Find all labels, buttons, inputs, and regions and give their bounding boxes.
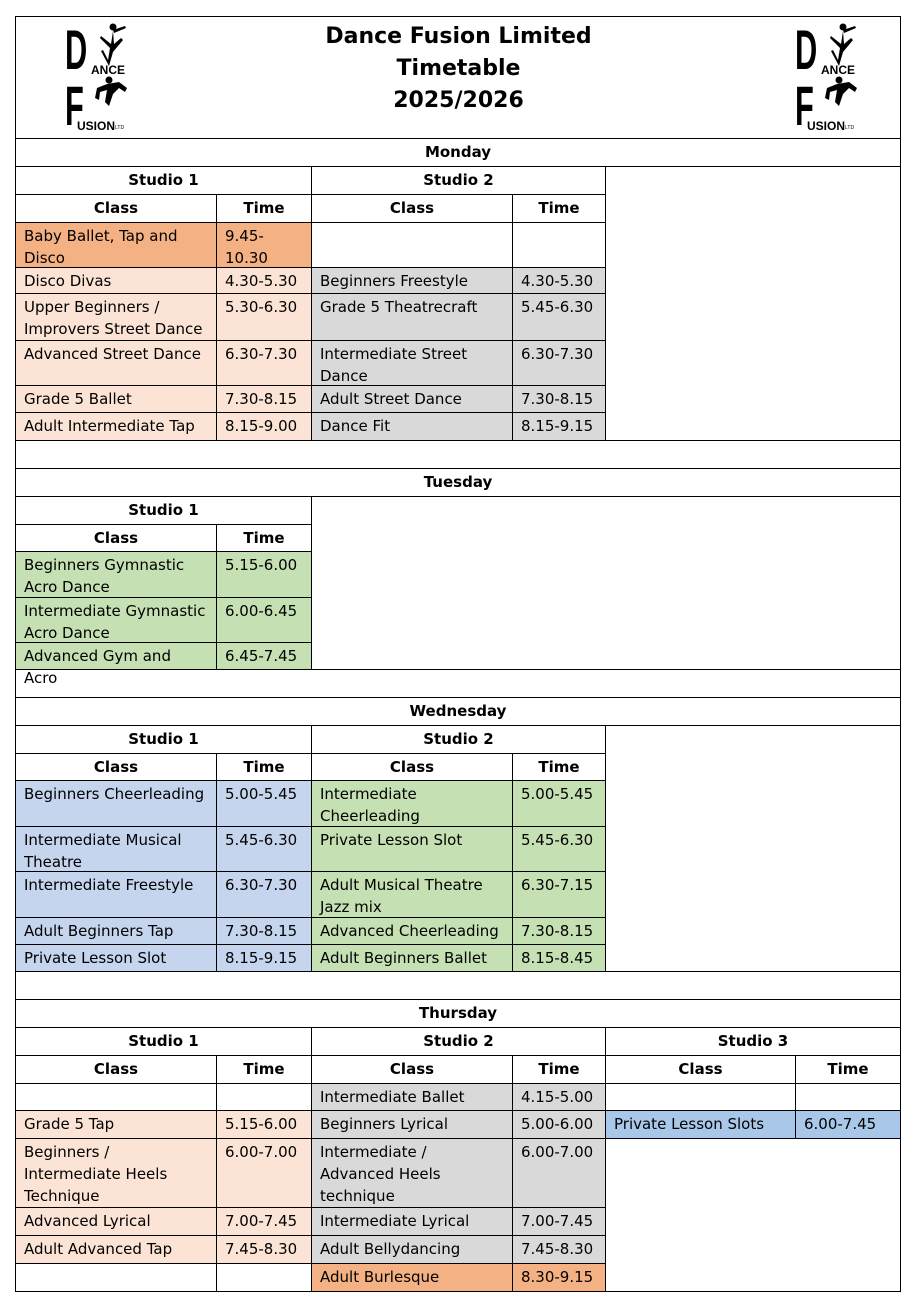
class-cell: Private Lesson Slot	[311, 826, 513, 872]
logo-letter-f: F	[795, 74, 814, 137]
time-cell: 7.00-7.45	[216, 1207, 312, 1236]
time-cell: 5.30-6.30	[216, 293, 312, 341]
class-cell: Beginners Lyrical	[311, 1110, 513, 1139]
wednesday-title: Wednesday	[15, 697, 901, 726]
studio-header: Studio 1	[15, 1027, 312, 1056]
class-cell	[15, 1083, 217, 1111]
title-year: 2025/2026	[393, 88, 524, 113]
class-column-header: Class	[311, 1055, 513, 1084]
class-cell: Intermediate Street Dance	[311, 340, 513, 386]
spacer-row	[15, 669, 901, 698]
class-cell	[311, 222, 513, 268]
class-cell: Advanced Cheerleading	[311, 917, 513, 945]
class-column-header: Class	[311, 753, 513, 782]
time-cell: 6.30-7.15	[512, 871, 606, 918]
class-cell: Adult Street Dance	[311, 385, 513, 413]
time-cell: 7.30-8.15	[216, 917, 312, 945]
logo-letter-f: F	[65, 74, 84, 137]
time-cell: 4.30-5.30	[216, 267, 312, 294]
class-cell: Beginners / Intermediate Heels Technique	[15, 1138, 217, 1208]
studio-header: Studio 1	[15, 166, 312, 195]
class-cell: Private Lesson Slots	[605, 1110, 796, 1139]
class-cell: Intermediate Freestyle	[15, 871, 217, 918]
logo-word-ance: ANCE	[821, 63, 856, 77]
time-cell: 6.30-7.30	[216, 340, 312, 386]
class-column-header: Class	[15, 524, 217, 553]
class-cell: Intermediate / Advanced Heels technique	[311, 1138, 513, 1208]
thursday-title: Thursday	[15, 999, 901, 1028]
logo-right	[795, 18, 865, 137]
empty-area	[605, 1138, 901, 1292]
monday-title: Monday	[15, 138, 901, 167]
class-column-header: Class	[15, 753, 217, 782]
logo-left	[65, 18, 135, 137]
class-cell: Upper Beginners / Improvers Street Dance	[15, 293, 217, 341]
time-cell: 5.00-5.45	[216, 780, 312, 827]
empty-area	[311, 496, 901, 670]
class-cell: Beginners Gymnastic Acro Dance	[15, 551, 217, 598]
title-subtitle: Timetable	[396, 56, 521, 81]
class-cell: Grade 5 Ballet	[15, 385, 217, 413]
time-cell	[512, 222, 606, 268]
time-cell: 5.45-6.30	[512, 826, 606, 872]
spacer-row	[15, 440, 901, 469]
time-cell	[216, 1083, 312, 1111]
class-cell: Intermediate Lyrical	[311, 1207, 513, 1236]
logo-word-ance: ANCE	[91, 63, 126, 77]
time-column-header: Time	[216, 524, 312, 553]
time-cell: 6.00-7.00	[512, 1138, 606, 1208]
class-cell: Dance Fit	[311, 412, 513, 441]
time-cell: 7.45-8.30	[512, 1235, 606, 1264]
class-cell	[15, 1263, 217, 1292]
logo-ltd: LTD	[115, 125, 125, 131]
time-cell: 5.15-6.00	[216, 551, 312, 598]
time-cell: 5.15-6.00	[216, 1110, 312, 1139]
logo-word-usion: USION	[77, 119, 116, 133]
class-cell: Beginners Cheerleading	[15, 780, 217, 827]
time-cell: 8.15-9.15	[216, 944, 312, 972]
time-column-header: Time	[512, 194, 606, 223]
time-cell: 6.45-7.45	[216, 642, 312, 670]
class-cell: Baby Ballet, Tap and Disco	[15, 222, 217, 268]
time-cell: 6.00-6.45	[216, 597, 312, 643]
time-cell: 5.00-6.00	[512, 1110, 606, 1139]
class-cell: Private Lesson Slot	[15, 944, 217, 972]
class-cell: Advanced Gym and Acro	[15, 642, 217, 670]
time-cell: 8.30-9.15	[512, 1263, 606, 1292]
class-cell: Intermediate Musical Theatre	[15, 826, 217, 872]
time-column-header: Time	[512, 753, 606, 782]
time-cell: 5.45-6.30	[216, 826, 312, 872]
class-cell: Adult Beginners Tap	[15, 917, 217, 945]
time-cell	[216, 1263, 312, 1292]
time-cell: 7.30-8.15	[512, 385, 606, 413]
time-cell: 8.15-8.45	[512, 944, 606, 972]
class-cell: Intermediate Ballet	[311, 1083, 513, 1111]
time-column-header: Time	[795, 1055, 901, 1084]
time-cell: 9.45-10.30	[216, 222, 312, 268]
empty-area	[605, 166, 901, 441]
spacer-row	[15, 971, 901, 1000]
class-cell: Advanced Lyrical	[15, 1207, 217, 1236]
class-cell: Adult Musical Theatre Jazz mix	[311, 871, 513, 918]
studio-header: Studio 2	[311, 725, 606, 754]
empty-area	[605, 725, 901, 972]
studio-header: Studio 1	[15, 496, 312, 525]
class-cell	[605, 1083, 796, 1111]
time-cell: 6.00-7.45	[795, 1110, 901, 1139]
class-cell: Adult Intermediate Tap	[15, 412, 217, 441]
time-column-header: Time	[216, 1055, 312, 1084]
class-cell: Grade 5 Tap	[15, 1110, 217, 1139]
logo-letter-d: D	[795, 18, 818, 81]
time-cell: 7.45-8.30	[216, 1235, 312, 1264]
dancer-silhouette-icon	[821, 22, 861, 112]
class-column-header: Class	[15, 194, 217, 223]
logo-letter-d: D	[65, 18, 88, 81]
time-cell: 4.15-5.00	[512, 1083, 606, 1111]
time-cell: 7.00-7.45	[512, 1207, 606, 1236]
class-column-header: Class	[15, 1055, 217, 1084]
time-cell: 7.30-8.15	[216, 385, 312, 413]
class-cell: Grade 5 Theatrecraft	[311, 293, 513, 341]
studio-header: Studio 2	[311, 166, 606, 195]
time-cell: 6.00-7.00	[216, 1138, 312, 1208]
class-cell: Disco Divas	[15, 267, 217, 294]
class-cell: Intermediate Cheerleading	[311, 780, 513, 827]
studio-header: Studio 1	[15, 725, 312, 754]
time-cell: 6.30-7.30	[512, 340, 606, 386]
time-cell: 5.45-6.30	[512, 293, 606, 341]
time-column-header: Time	[216, 194, 312, 223]
class-column-header: Class	[605, 1055, 796, 1084]
tuesday-title: Tuesday	[15, 468, 901, 497]
time-cell: 5.00-5.45	[512, 780, 606, 827]
title-company: Dance Fusion Limited	[325, 24, 592, 49]
class-cell: Adult Advanced Tap	[15, 1235, 217, 1264]
class-cell: Adult Burlesque	[311, 1263, 513, 1292]
time-cell: 4.30-5.30	[512, 267, 606, 294]
logo-ltd: LTD	[845, 125, 855, 131]
logo-word-usion: USION	[807, 119, 846, 133]
class-cell: Adult Bellydancing	[311, 1235, 513, 1264]
time-column-header: Time	[216, 753, 312, 782]
time-cell: 8.15-9.15	[512, 412, 606, 441]
time-cell: 6.30-7.30	[216, 871, 312, 918]
class-column-header: Class	[311, 194, 513, 223]
time-column-header: Time	[512, 1055, 606, 1084]
studio-header: Studio 2	[311, 1027, 606, 1056]
studio-header: Studio 3	[605, 1027, 901, 1056]
class-cell: Intermediate Gymnastic Acro Dance	[15, 597, 217, 643]
time-cell	[795, 1083, 901, 1111]
class-cell: Adult Beginners Ballet	[311, 944, 513, 972]
time-cell: 7.30-8.15	[512, 917, 606, 945]
class-cell: Beginners Freestyle	[311, 267, 513, 294]
class-cell: Advanced Street Dance	[15, 340, 217, 386]
dancer-silhouette-icon	[91, 22, 131, 112]
time-cell: 8.15-9.00	[216, 412, 312, 441]
